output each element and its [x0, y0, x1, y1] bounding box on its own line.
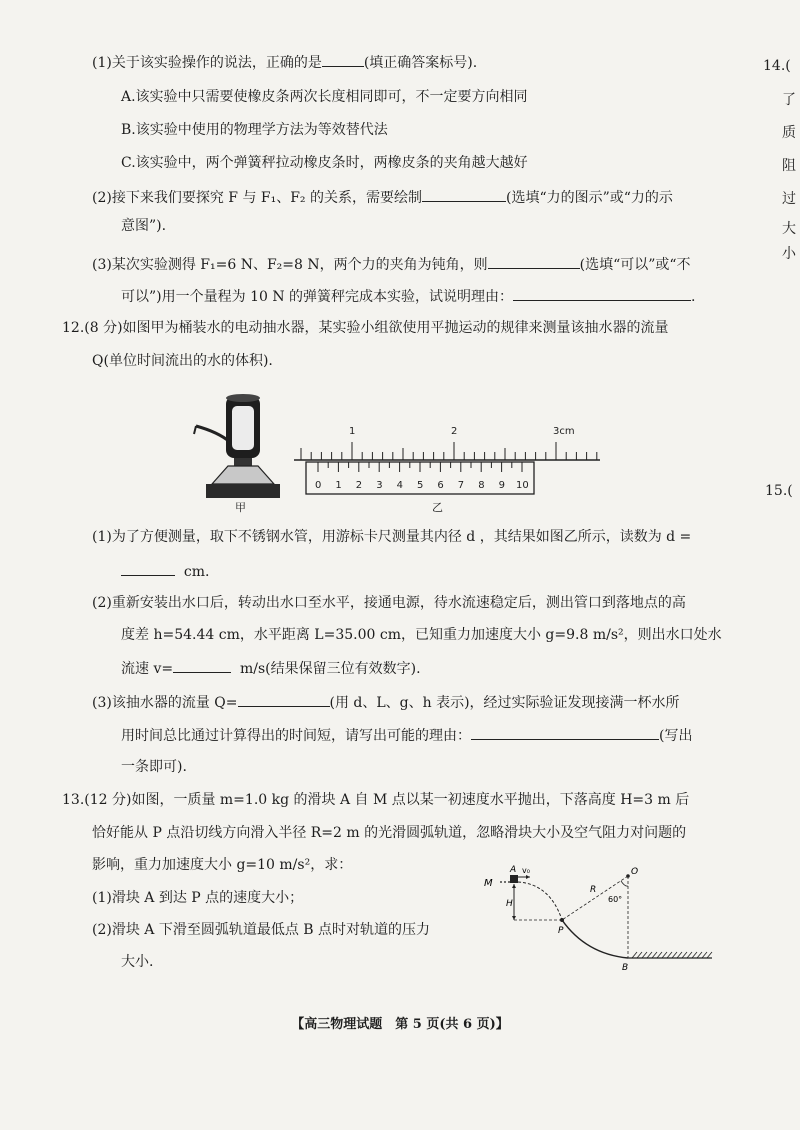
label-P: P — [558, 926, 564, 936]
hatch-line — [657, 952, 662, 958]
answer-blank[interactable] — [238, 691, 330, 707]
q13-line2: 恰好能从 P 点沿切线方向滑入半径 R=2 m 的光滑圆弧轨道，忽略滑块大小及空气阻力对问题的 — [92, 825, 687, 841]
main-scale-label: 2 — [451, 426, 458, 437]
vernier-label: 10 — [516, 480, 529, 491]
label-v0: v₀ — [522, 866, 530, 875]
q11-part3-line1: (3)某次实验测得 F₁=6 N、F₂=8 N，两个力的夹角为钝角，则 (选填“可以”或“不 — [92, 253, 691, 275]
hatch-line — [632, 952, 637, 958]
answer-blank[interactable] — [422, 186, 506, 202]
q12-part3-line3: 一条即可). — [121, 759, 187, 775]
q11-option-c: C.该实验中，两个弹簧秤拉动橡皮条时，两橡皮条的夹角越大越好 — [121, 155, 528, 171]
cut-char: 大 — [782, 221, 796, 237]
q11-part1: (1)关于该实验操作的说法，正确的是 (填正确答案标号). — [92, 51, 477, 73]
vernier-scale-labels — [315, 480, 529, 491]
q15-number: 15.( — [765, 483, 793, 499]
q12-heading: 12.(8 分)如图甲为桶装水的电动抽水器，某实验小组欲使用平抛运动的规律来测量该抽水器的流量 — [62, 320, 669, 336]
label-B: B — [622, 963, 629, 973]
block-A — [510, 875, 518, 883]
vernier-label: 2 — [355, 480, 363, 491]
hatch-line — [707, 952, 712, 958]
hatch-line — [637, 952, 642, 958]
q11-part2-line2: 意图”). — [121, 218, 167, 234]
cut-char: 小 — [782, 246, 796, 262]
cut-char: 质 — [782, 125, 796, 141]
vernier-label: 3 — [376, 480, 383, 491]
vernier-label: 6 — [437, 480, 444, 491]
vernier-caliper-figure — [288, 412, 608, 514]
figure-label-yi: 乙 — [432, 501, 443, 514]
hatch-line — [642, 952, 647, 958]
q14-number: 14.( — [763, 58, 791, 74]
hatch-line — [682, 952, 687, 958]
q11-option-a: A.该实验中只需要使橡皮条两次长度相同即可，不一定要方向相同 — [121, 89, 528, 105]
q12-part2-line3: 流速 v= m/s(结果保留三位有效数字). — [121, 657, 421, 679]
answer-blank[interactable] — [513, 285, 691, 301]
vernier-label: 0 — [315, 480, 322, 491]
q11-option-b: B.该实验中使用的物理学方法为等效替代法 — [121, 122, 388, 138]
q12-part2-line1: (2)重新安装出水口后，转动出水口至水平，接通电源，待水流速稳定后，测出管口到落地点的高 — [92, 595, 686, 611]
answer-blank[interactable] — [471, 724, 659, 740]
vernier-label: 5 — [417, 480, 424, 491]
answer-blank[interactable] — [322, 51, 364, 67]
q12-heading-line2: Q(单位时间流出的水的体积). — [92, 353, 273, 369]
cut-char: 了 — [782, 92, 796, 108]
ground-hatching — [632, 952, 712, 958]
hatch-line — [662, 952, 667, 958]
answer-blank[interactable] — [488, 253, 580, 269]
hatch-line — [697, 952, 702, 958]
hatch-line — [677, 952, 682, 958]
cut-char: 阻 — [782, 158, 796, 174]
main-scale-labels — [349, 426, 575, 437]
hatch-line — [667, 952, 672, 958]
hatch-line — [702, 952, 707, 958]
hatch-line — [647, 952, 652, 958]
q11-part3-line2: 可以”)用一个量程为 10 N 的弹簧秤完成本实验，试说明理由： . — [121, 285, 696, 307]
q13-question2-line1: (2)滑块 A 下滑至圆弧轨道最低点 B 点时对轨道的压力 — [92, 922, 431, 938]
q13-line3: 影响，重力加速度大小 g=10 m/s²，求： — [92, 857, 353, 873]
hatch-line — [652, 952, 657, 958]
figure-label-jia: 甲 — [235, 501, 246, 513]
q12-part1-line1: (1)为了方便测量，取下不锈钢水管，用游标卡尺测量其内径 d ，其结果如图乙所示，读数为 d = — [92, 529, 692, 545]
q11-part2-line1: (2)接下来我们要探究 F 与 F₁、F₂ 的关系，需要绘制 (选填“力的图示”或“力的示 — [92, 186, 673, 208]
projectile-track-figure — [478, 862, 718, 974]
main-scale-label: 1 — [349, 426, 356, 437]
bottle-neck — [212, 466, 274, 484]
hatch-line — [692, 952, 697, 958]
main-scale-label: 3cm — [553, 426, 575, 437]
vernier-label: 9 — [498, 480, 505, 491]
vernier-scale-ticks — [318, 462, 522, 472]
q12-part2-line2: 度差 h=54.44 cm，水平距离 L=35.00 cm，已知重力加速度大小 g=9.8 m/s²，则出水口处水 — [121, 627, 722, 643]
q13-line1: 13.(12 分)如图，一质量 m=1.0 kg 的滑块 A 自 M 点以某一初速度水平抛出，下落高度 H=3 m 后 — [62, 792, 690, 808]
hatch-line — [672, 952, 677, 958]
label-O: O — [631, 867, 639, 877]
vernier-label: 8 — [478, 480, 485, 491]
main-scale-ticks — [301, 442, 597, 460]
vernier-label: 7 — [457, 480, 465, 491]
water-pump-figure — [188, 388, 288, 513]
page-footer: 【高三物理试题 第 5 页(共 6 页)】 — [291, 1017, 509, 1032]
q13-question1: (1)滑块 A 到达 P 点的速度大小； — [92, 890, 304, 906]
projectile-path — [518, 882, 562, 920]
q12-part3-line2: 用时间总比通过计算得出的时间短，请写出可能的理由： (写出 — [121, 724, 692, 746]
label-angle: 60° — [608, 895, 623, 904]
label-H: H — [506, 899, 513, 909]
q12-part1-line2: cm. — [121, 560, 209, 582]
label-M: M — [484, 878, 493, 889]
pump-spout — [196, 426, 230, 442]
circular-track — [562, 920, 628, 958]
q13-question2-line2: 大小. — [121, 954, 154, 970]
vernier-label: 1 — [335, 480, 342, 491]
answer-blank[interactable] — [173, 657, 231, 673]
hatch-line — [687, 952, 692, 958]
answer-blank[interactable] — [121, 560, 175, 576]
vernier-label: 4 — [396, 480, 403, 491]
cut-char: 过 — [782, 191, 796, 207]
bottle-top — [206, 484, 280, 498]
q12-part3-line1: (3)该抽水器的流量 Q= (用 d、L、g、h 表示)，经过实际验证发现接满一杯水所 — [92, 691, 680, 713]
label-R: R — [590, 885, 597, 895]
label-A: A — [510, 865, 517, 875]
